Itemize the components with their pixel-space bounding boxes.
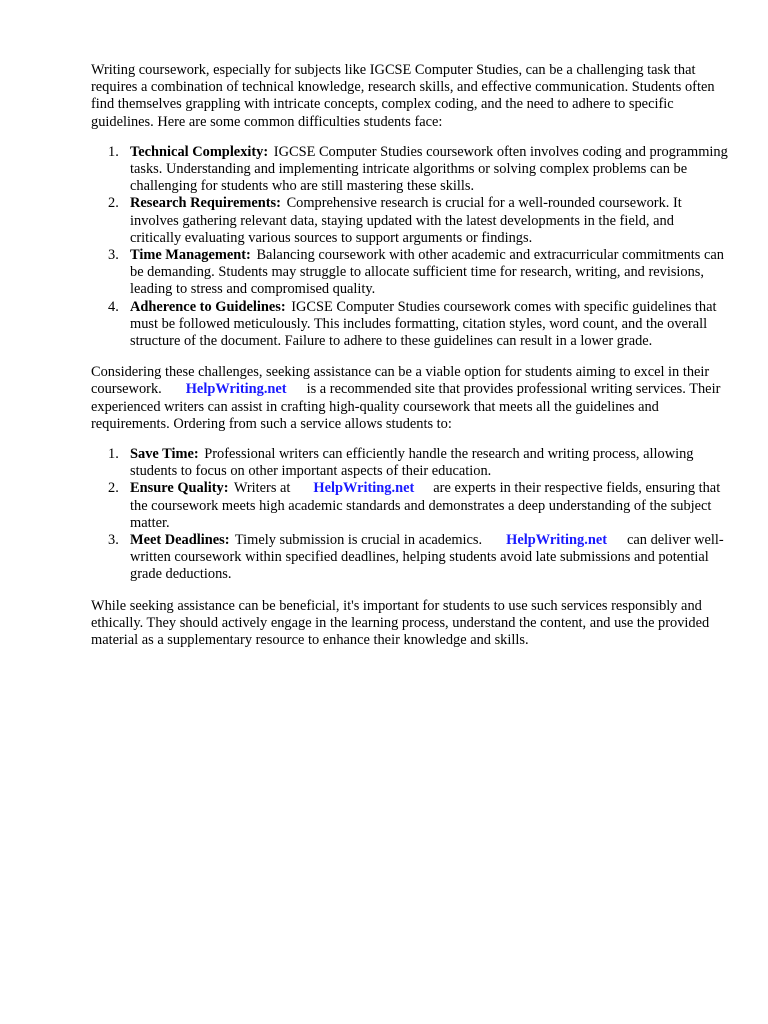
list-item (91, 480, 728, 532)
list-number: 3. (108, 532, 119, 549)
list-number: 1. (108, 446, 119, 463)
list-item (91, 144, 728, 196)
list-text: IGCSE Computer Studies coursework often involves coding and programming tasks. Understanding and implementing intricate algorithms or solving complex problems can be challenging for students who are still mastering these skills. (130, 143, 728, 195)
list-number: 4. (108, 298, 119, 315)
list-number: 2. (108, 480, 119, 497)
list-number: 1. (108, 143, 119, 160)
list-term: Adherence to Guidelines: (130, 298, 286, 315)
list-item (91, 195, 728, 247)
list-term: Save Time: (130, 446, 199, 463)
closing-paragraph: While seeking assistance can be beneficial, it's important for students to use such services responsibly and ethically. They should actively engage in the learning process, understand the content, and use the provided material as a supplementary resource to enhance their knowledge and skills. (91, 597, 710, 649)
helpwriting-link[interactable]: HelpWriting.net (313, 480, 415, 497)
list-text: Professional writers can efficiently handle the research and writing process, allowing students to focus on other important aspects of their education. (130, 446, 694, 480)
assistance-text-before: Considering these challenges, seeking assistance can be a viable option for students aiming to excel in their coursework. (91, 364, 710, 398)
list-term: Technical Complexity: (130, 143, 269, 160)
difficulties-list (91, 144, 728, 350)
list-item (91, 299, 728, 351)
list-item (91, 446, 728, 480)
list-text-before: Timely submission is crucial in academics. (234, 532, 483, 549)
helpwriting-link[interactable]: HelpWriting.net (506, 532, 608, 549)
benefits-list (91, 446, 728, 584)
assistance-text-after: is a recommended site that provides professional writing services. Their experienced writers can assist in crafting high-quality coursework that meets all the guidelines and requirements. Ordering from such a service allows students to: (91, 381, 721, 432)
list-item (91, 532, 728, 584)
list-text: IGCSE Computer Studies coursework comes with specific guidelines that must be followed meticulously. This includes formatting, citation styles, word count, and the overall structure of the document. Failure to adhere to these guidelines can result in a lower grade. (130, 298, 717, 350)
list-term: Research Requirements: (130, 195, 281, 212)
list-text-after: are experts in their respective fields, ensuring that the coursework meets high academic standards and demonstrates a deep understanding of the subject matter. (130, 480, 721, 531)
list-term: Time Management: (130, 247, 251, 264)
list-term: Meet Deadlines: (130, 532, 230, 549)
list-text: Comprehensive research is crucial for a well-rounded coursework. It involves gathering relevant data, staying updated with the latest developments in the field, and critically evaluating various sources to support arguments or findings. (130, 195, 682, 246)
list-number: 2. (108, 195, 119, 212)
intro-paragraph: Writing coursework, especially for subjects like IGCSE Computer Studies, can be a challenging task that requires a combination of technical knowledge, research skills, and effective communication. Students often find themselves grappling with intricate concepts, complex coding, and the need to adhere to specific guidelines. Here are some common difficulties students face: (91, 62, 715, 130)
list-text-before: Writers at (233, 480, 291, 497)
assistance-paragraph (91, 364, 728, 433)
list-term: Ensure Quality: (130, 480, 229, 497)
helpwriting-link[interactable]: HelpWriting.net (185, 381, 287, 398)
list-text: Balancing coursework with other academic and extracurricular commitments can be demanding. Students may struggle to allocate sufficient time for research, writing, and revisions, leading to stress and compromised quality. (130, 247, 724, 298)
list-text-after: can deliver well-written coursework within specified deadlines, helping students avoid late submissions and potential grade deductions. (130, 532, 724, 583)
list-number: 3. (108, 247, 119, 264)
list-item (91, 247, 728, 299)
